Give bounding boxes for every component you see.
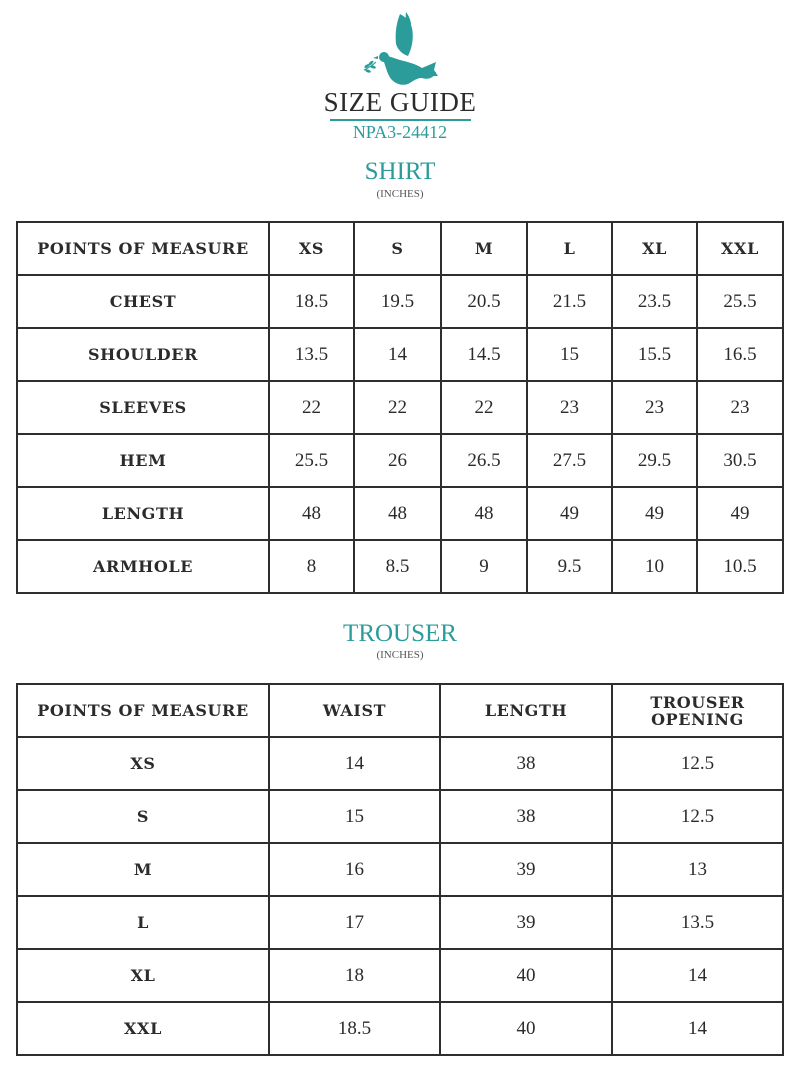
measure-value: 8.5 [354, 540, 441, 593]
measure-value: 48 [441, 487, 527, 540]
measure-value: 27.5 [527, 434, 612, 487]
size-label: S [17, 790, 269, 843]
measure-value: 21.5 [527, 275, 612, 328]
table-row [17, 843, 783, 896]
measure-value: 15 [527, 328, 612, 381]
size-guide-title: SIZE GUIDE [323, 87, 477, 117]
size-header-s: S [354, 222, 441, 275]
measure-value: 29.5 [612, 434, 697, 487]
measure-value: 10 [612, 540, 697, 593]
table-row [17, 381, 783, 434]
shirt-unit-label: (INCHES) [376, 188, 424, 200]
measure-value: 22 [269, 381, 354, 434]
measure-value: 10.5 [697, 540, 783, 593]
measure-value: 17 [269, 896, 440, 949]
points-of-measure-header: POINTS OF MEASURE [17, 222, 269, 275]
measure-value: 9 [441, 540, 527, 593]
shirt-header-row [17, 222, 783, 275]
size-header-xs: XS [269, 222, 354, 275]
size-header-xxl: XXL [697, 222, 783, 275]
measure-value: 49 [612, 487, 697, 540]
measure-value: 9.5 [527, 540, 612, 593]
measure-value: 15.5 [612, 328, 697, 381]
dove-with-olive-branch-icon [362, 10, 438, 92]
table-row [17, 949, 783, 1002]
table-row [17, 434, 783, 487]
measure-value: 38 [440, 790, 612, 843]
measure-value: 14.5 [441, 328, 527, 381]
measure-value: 16 [269, 843, 440, 896]
size-label: XXL [17, 1002, 269, 1055]
trouser-opening-header [612, 684, 783, 737]
measure-value: 13.5 [269, 328, 354, 381]
measure-value: 14 [354, 328, 441, 381]
measure-label: SLEEVES [17, 381, 269, 434]
measure-value: 22 [441, 381, 527, 434]
size-header-xl: XL [612, 222, 697, 275]
measure-label: SHOULDER [17, 328, 269, 381]
style-code: NPA3-24412 [352, 122, 448, 142]
size-header-l: L [527, 222, 612, 275]
table-row [17, 790, 783, 843]
measure-label: LENGTH [17, 487, 269, 540]
trouser-opening-line2: OPENING [651, 709, 744, 729]
measure-value: 48 [354, 487, 441, 540]
measure-value: 15 [269, 790, 440, 843]
measure-value: 39 [440, 896, 612, 949]
measure-value: 40 [440, 949, 612, 1002]
measure-value: 18.5 [269, 275, 354, 328]
measure-value: 30.5 [697, 434, 783, 487]
measure-value: 20.5 [441, 275, 527, 328]
measure-value: 22 [354, 381, 441, 434]
size-label: M [17, 843, 269, 896]
trouser-opening-line1: TROUSER [650, 692, 745, 712]
table-row [17, 737, 783, 790]
measure-value: 26.5 [441, 434, 527, 487]
measure-value: 16.5 [697, 328, 783, 381]
table-row [17, 896, 783, 949]
measure-value: 18 [269, 949, 440, 1002]
trouser-unit-label: (INCHES) [376, 649, 424, 661]
measure-value: 19.5 [354, 275, 441, 328]
trouser-size-table [16, 683, 784, 1056]
measure-value: 14 [612, 949, 783, 1002]
measure-value: 23 [612, 381, 697, 434]
measure-label: CHEST [17, 275, 269, 328]
measure-label: ARMHOLE [17, 540, 269, 593]
size-header-m: M [441, 222, 527, 275]
measure-value: 14 [269, 737, 440, 790]
measure-value: 38 [440, 737, 612, 790]
measure-value: 12.5 [612, 737, 783, 790]
measure-value: 40 [440, 1002, 612, 1055]
length-header: LENGTH [440, 684, 612, 737]
measure-value: 13.5 [612, 896, 783, 949]
measure-value: 26 [354, 434, 441, 487]
measure-value: 49 [527, 487, 612, 540]
table-row [17, 487, 783, 540]
measure-value: 23 [527, 381, 612, 434]
table-row [17, 275, 783, 328]
trouser-section-title: TROUSER [343, 620, 457, 647]
measure-value: 49 [697, 487, 783, 540]
table-row [17, 540, 783, 593]
measure-value: 23 [697, 381, 783, 434]
size-label: XS [17, 737, 269, 790]
measure-value: 25.5 [269, 434, 354, 487]
size-label: XL [17, 949, 269, 1002]
shirt-section-title: SHIRT [364, 158, 436, 185]
waist-header: WAIST [269, 684, 440, 737]
points-of-measure-header: POINTS OF MEASURE [17, 684, 269, 737]
measure-value: 18.5 [269, 1002, 440, 1055]
table-row [17, 328, 783, 381]
size-label: L [17, 896, 269, 949]
measure-value: 8 [269, 540, 354, 593]
measure-value: 25.5 [697, 275, 783, 328]
trouser-header-row [17, 684, 783, 737]
shirt-size-table [16, 221, 784, 594]
measure-value: 14 [612, 1002, 783, 1055]
measure-value: 12.5 [612, 790, 783, 843]
table-row [17, 1002, 783, 1055]
measure-value: 39 [440, 843, 612, 896]
measure-value: 13 [612, 843, 783, 896]
measure-label: HEM [17, 434, 269, 487]
measure-value: 23.5 [612, 275, 697, 328]
measure-value: 48 [269, 487, 354, 540]
